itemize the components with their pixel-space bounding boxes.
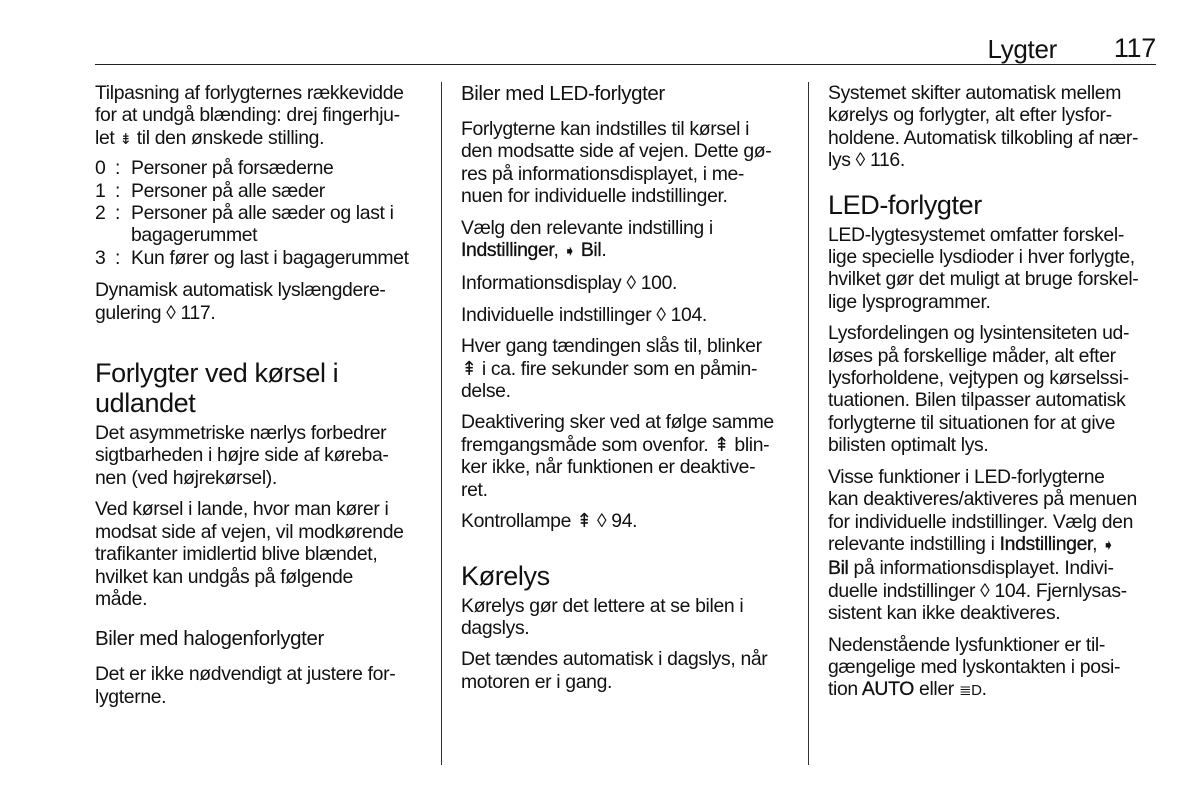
header-title: Lygter	[987, 34, 1057, 64]
list-item: 2 : Personer på alle sæder og last i bagagerummet	[95, 202, 394, 247]
paragraph-led-functions: Visse funktioner i LED-forlygterne kan deaktiveres/aktiveres på menuen for individuelle indstillinger. Vælg den relevante indstilling i Indstillinger, ➧ Bil på informationsdisplayet. Indivi- duelle indstillinger ◊ 104. Fjernlysas- sistent kan ikke deaktiveres.	[828, 465, 1137, 625]
menu-arrow-icon: ➧	[563, 243, 576, 261]
column-divider-1	[441, 82, 442, 765]
paragraph-individual-settings: Individuelle indstillinger ◊ 104.	[461, 303, 707, 326]
column-3	[828, 82, 1158, 712]
paragraph-info-display: Informationsdisplay ◊ 100.	[461, 272, 678, 295]
paragraph-daylight-visibility: Kørelys gør det lettere at se bilen i dagslys.	[461, 594, 744, 639]
paragraph-halogen: Det er ikke nødvendigt at justere for- lygterne.	[95, 663, 396, 708]
paragraph-reminder: Hver gang tændingen slås til, blinker ⇞ i ca. fire sekunder som en påmin- delse.	[461, 335, 762, 403]
page-number: 117	[1113, 33, 1156, 63]
column-1	[95, 82, 430, 717]
paragraph-beam-adjust: Tilpasning af forlygternes rækkevidde for at undgå blænding: drej fingerhju- let ⇟ til den ønskede stilling.	[95, 82, 430, 151]
paragraph-other-side: Ved kørsel i lande, hvor man kører i modsat side af vejen, vil modkørende trafikanter imidlertid blive blændet, hvilket kan undgås på følgende måde.	[95, 498, 404, 610]
list-item: 1 : Personer på alle sæder	[95, 179, 325, 202]
paragraph-light-switch: Nedenstående lysfunktioner er til- gængelige med lyskontakten i posi- tion AUTO eller ≣D.	[828, 634, 1158, 703]
list-item: 3 : Kun fører og last i bagagerummet	[95, 246, 409, 269]
headlight-range-icon: ⇟	[119, 130, 132, 148]
menu-arrow-icon: ➧	[1102, 536, 1115, 554]
paragraph-led-system: LED-lygtesystemet omfatter forskel- lige specielle lysdioder i hver forlygte, hvilket gør det muligt at bruge forskel- lige lysprogrammer.	[828, 223, 1139, 313]
column-divider-2	[808, 82, 809, 765]
paragraph-led-adjust: Forlygterne kan indstilles til kørsel i den modsatte side af vejen. Dette gø- res på informationsdisplayet, i me- nuen for individuelle indstillinger.	[461, 118, 772, 208]
paragraph-control-lamp: Kontrollampe ⇞ ◊ 94.	[461, 510, 638, 533]
paragraph-deactivation: Deaktivering sker ved at følge samme fremgangsmåde som ovenfor. ⇞ blin- ker ikke, når funktionen er deaktive- ret.	[461, 411, 774, 501]
column-2	[461, 82, 796, 702]
page-ref-icon: ◊	[166, 301, 176, 324]
page-ref-link-117[interactable]: 117.	[175, 301, 216, 324]
load-list	[95, 157, 430, 269]
paragraph-light-distribution: Lysfordelingen og lysintensiteten ud- løses på forskellige måder, alt efter lysforholdene, vejtypen og kørselssi- tuationen. Bilen tilpasser automatisk forlygterne til situationen for at give bilisten optimalt lys.	[828, 322, 1130, 457]
heading-foreign-driving: Forlygter ved kørsel i udlandet	[95, 358, 339, 419]
paragraph-daylight-auto: Det tændes automatisk i dagslys, når motoren er i gang.	[461, 648, 768, 693]
heading-halogen: Biler med halogenforlygter	[95, 627, 324, 651]
paragraph-asymmetric: Det asymmetriske nærlys forbedrer sigtbarheden i højre side af køreba- nen (ved højrekørsel).	[95, 422, 389, 489]
paragraph-auto-switch: Systemet skifter automatisk mellem kørelys og forlygter, alt efter lysfor- holdene. Automatisk tilkobling af nær- lys ◊ 116.	[828, 82, 1139, 172]
paragraph-dynamic-leveling: Dynamisk automatisk lyslængdere- gulering ◊ 117.	[95, 279, 386, 324]
heading-led-headlights: LED-forlygter	[828, 189, 982, 220]
header-rule	[95, 64, 1156, 65]
heading-daytime-lights: Kørelys	[461, 560, 550, 591]
heading-led-cars: Biler med LED-forlygter	[461, 82, 665, 105]
list-item: 0 : Personer på forsæderne	[95, 157, 334, 180]
low-beam-icon: ≣D	[958, 682, 982, 700]
paragraph-select-setting: Vælg den relevante indstilling i Indstillinger, ➧ Bil.	[461, 217, 796, 264]
